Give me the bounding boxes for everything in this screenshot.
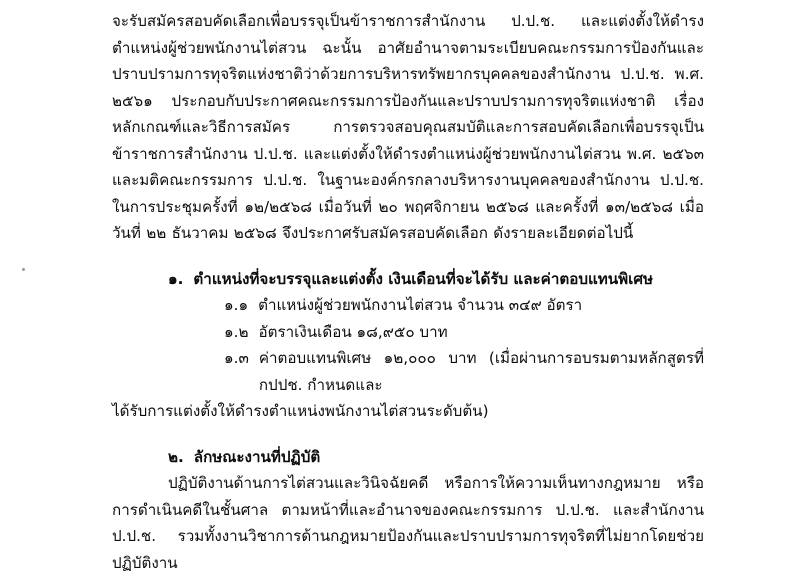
page-margin-mark: [22, 268, 25, 271]
section-1-item-1-text: ตำแหน่งผู้ช่วยพนักงานไต่สวน จำนวน ๓๔๙ อัตรา: [258, 292, 704, 319]
document-body: [112, 0, 704, 576]
section-1-item-2: [224, 319, 704, 346]
section-1-item-3: [224, 345, 704, 398]
section-1-title: ตำแหน่งที่จะบรรจุและแต่งตั้ง เงินเดือนที่จะได้รับ และค่าตอบแทนพิเศษ: [193, 266, 653, 293]
section-1-item-2-text: อัตราเงินเดือน ๑๘,๙๕๐ บาท: [258, 319, 704, 346]
section-1-item-3-continuation: ได้รับการแต่งตั้งให้ดำรงตำแหน่งพนักงานไต่สวนระดับต้น): [112, 398, 704, 425]
section-1-item-3-text: ค่าตอบแทนพิเศษ ๑๒,๐๐๐ บาท (เมื่อผ่านการอบรมตามหลักสูตรที่ กปปช. กำหนดและ: [259, 345, 704, 398]
section-1: [112, 266, 704, 425]
section-2-number: ๒.: [168, 444, 184, 471]
section-1-item-1-number: ๑.๑: [224, 292, 248, 319]
section-1-item-2-number: ๑.๒: [224, 319, 248, 346]
section-1-heading: [168, 266, 704, 293]
section-2: [112, 444, 704, 576]
section-1-item-3-number: ๑.๓: [224, 345, 249, 372]
section-2-heading: [168, 444, 704, 471]
section-1-item-1: [224, 292, 704, 319]
section-2-body: ปฏิบัติงานด้านการไต่สวนและวินิจฉัยคดี หรือการให้ความเห็นทางกฎหมาย หรือการดำเนินคดีในชั้นศาล ตามหน้าที่และอำนาจของคณะกรรมการ ป.ป.ช. และสำนักงาน ป.ป.ช. รวมทั้งงานวิชาการด้านกฎหมายป้องกันและปราบปรามการทุจริตที่ไม่ยากโดยช่วยปฏิบัติงาน: [112, 470, 704, 576]
intro-paragraph: จะรับสมัครสอบคัดเลือกเพื่อบรรจุเป็นข้าราชการสำนักงาน ป.ป.ช. และแต่งตั้งให้ดำรงตำแหน่งผู้ช่วยพนักงานไต่สวน ฉะนั้น อาศัยอำนาจตามระเบียบคณะกรรมการป้องกันและปราบปรามการทุจริตแห่งชาติว่าด้วยการบริหารทรัพยากรบุคคลของสำนักงาน ป.ป.ช. พ.ศ. ๒๕๖๑ ประกอบกับประกาศคณะกรรมการป้องกันและปราบปรามการทุจริตแห่งชาติ เรื่อง หลักเกณฑ์และวิธีการสมัคร การตรวจสอบคุณสมบัติและการสอบคัดเลือกเพื่อบรรจุเป็นข้าราชการสำนักงาน ป.ป.ช. และแต่งตั้งให้ดำรงตำแหน่งผู้ช่วยพนักงานไต่สวน พ.ศ. ๒๕๖๓ และมติคณะกรรมการ ป.ป.ช. ในฐานะองค์กรกลางบริหารงานบุคคลของสำนักงาน ป.ป.ช. ในการประชุมครั้งที่ ๑๒/๒๕๖๘ เมื่อวันที่ ๒๐ พฤศจิกายน ๒๕๖๘ และครั้งที่ ๑๓/๒๕๖๘ เมื่อวันที่ ๒๒ ธันวาคม ๒๕๖๘ จึงประกาศรับสมัครสอบคัดเลือก ดังรายละเอียดต่อไปนี้: [112, 8, 704, 247]
section-1-number: ๑.: [168, 266, 183, 293]
section-2-title: ลักษณะงานที่ปฏิบัติ: [194, 444, 320, 471]
